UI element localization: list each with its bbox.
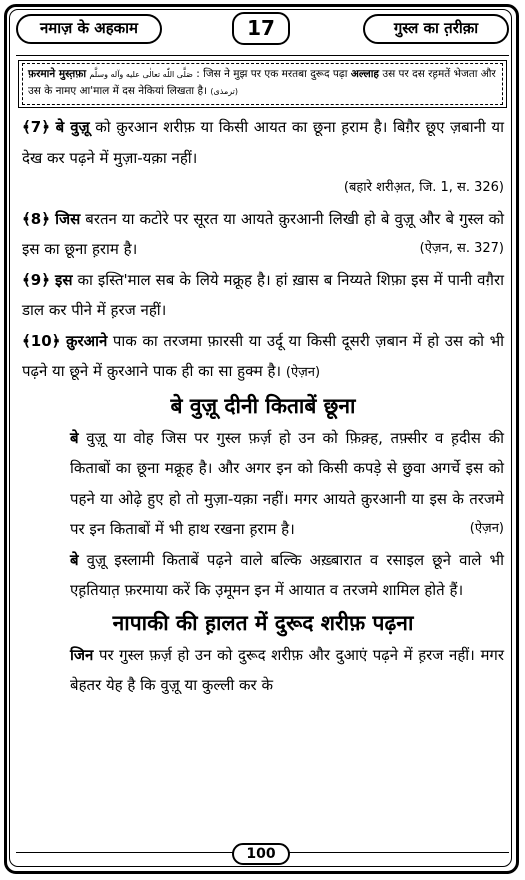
paragraph [22, 423, 504, 545]
item-reference: (ऐज़न) [285, 365, 321, 380]
page-content [22, 112, 504, 701]
footer-page-number: 100 [232, 843, 290, 865]
section-heading: बे वुज़ू दीनी किताबें छूना [170, 393, 356, 418]
item-lead: जिस [55, 209, 81, 228]
item-reference: (ऐज़न, स. 327) [419, 241, 504, 256]
paragraph-text: वुज़ू या वोह जिस पर गुस्ल फ़र्ज़ हो उन को फ़िक़्ह, तफ़्सीर व ह़दीस की किताबों का छूना मक्रूह है। और अगर इन को किसी कपड़े से छुवा अगर्चे इस को पहने या ओढ़े हुए हो तो मुज़ा-यक़ा नहीं। मगर आयते क़ुरआनी या इस के तरजमे पर इन किताबों में भी हाथ रखना ह़राम है। [70, 428, 504, 538]
item-reference: (बहारे शरीअ़त, जि. 1, स. 326) [343, 180, 504, 195]
list-item [22, 204, 504, 265]
item-number: ﴾9﴿ [22, 270, 51, 289]
header-book-title: नमाज़ के अहकाम [16, 14, 162, 44]
item-lead: क़ुरआने [66, 331, 108, 350]
item-text: को क़ुरआन शरीफ़ या किसी आयत का छूना ह़राम है। बिग़ैर छूए ज़बानी या देख कर पढ़ने में मुज़ा-यक़ा नहीं। [22, 118, 504, 167]
item-lead: बे वुज़ू [55, 118, 90, 136]
paragraph-text: वुज़ू इस्लामी किताबें पढ़ने वाले बल्कि अख़्बारात व रसाइल छूने वाले भी एह़तियात़ फ़रमाया करें कि उ़मूमन इन में आयात व तरजमे शामिल होते हैं। [70, 550, 504, 599]
paragraph-lead: बे [70, 550, 79, 569]
hadith-text [28, 66, 498, 100]
header-page-number: 17 [232, 12, 290, 45]
list-item [22, 265, 504, 326]
hadith-text-1: : जिस ने मुझ पर एक मरतबा दुरूद पढ़ा [196, 68, 348, 80]
paragraph-lead: बे [70, 428, 79, 447]
hadith-text-2: उस पर दस रह़मतें भेजता और उस के नामए आ'माल में दस नेकियां लिखता है। [28, 68, 496, 97]
paragraph-text: पर गुस्ल फ़र्ज़ हो उन को दुरूद शरीफ़ और दुआएं पढ़ने में ह़रज नहीं। मगर बेहतर येह है कि वुज़ू या कुल्ली कर के [70, 645, 504, 694]
item-number: ﴾8﴿ [22, 209, 51, 228]
hadith-salutation: صَلَّى اللّٰه تعالٰی علیه وآله وسلَّم [89, 70, 193, 79]
item-lead: इस [55, 270, 73, 289]
item-text: पाक का तरजमा फ़ारसी या उर्दू या किसी दूसरी ज़बान में हो उस को भी पढ़ने या छूने में क़ुरआने पाक ही का सा हुक्म है। [22, 331, 504, 380]
hadith-label: फ़रमाने मुस्त़फ़ा [28, 68, 87, 80]
list-item [22, 326, 504, 389]
item-number: ﴾10﴿ [22, 331, 61, 350]
paragraph [22, 545, 504, 606]
list-item [22, 112, 504, 173]
section-heading: नापाकी की ह़ालत में दुरूद शरीफ़ पढ़ना [112, 610, 414, 635]
item-number: ﴾7﴿ [22, 118, 51, 136]
header-chapter-title: गुस्ल का त़रीक़ा [363, 14, 509, 44]
hadith-source: (ترمذی) [210, 87, 239, 96]
hadith-allah: अल्लाह [350, 68, 379, 80]
paragraph [22, 640, 504, 701]
paragraph-reference: (ऐज़न) [469, 521, 504, 536]
item-text: का इस्ति'माल सब के लिये मक्रूह है। हां ख़ास ब निय्यते शिफ़ा इस में पानी वग़ैरा डाल कर पीने में ह़रज नहीं। [22, 270, 504, 319]
paragraph-lead: जिन [70, 645, 94, 664]
item-text: बरतन या कटोरे पर सूरत या आयते क़ुरआनी लिखी हो बे वुज़ू और बे गुस्ल को इस का छूना ह़राम है। [22, 209, 504, 258]
header-divider [16, 55, 509, 56]
